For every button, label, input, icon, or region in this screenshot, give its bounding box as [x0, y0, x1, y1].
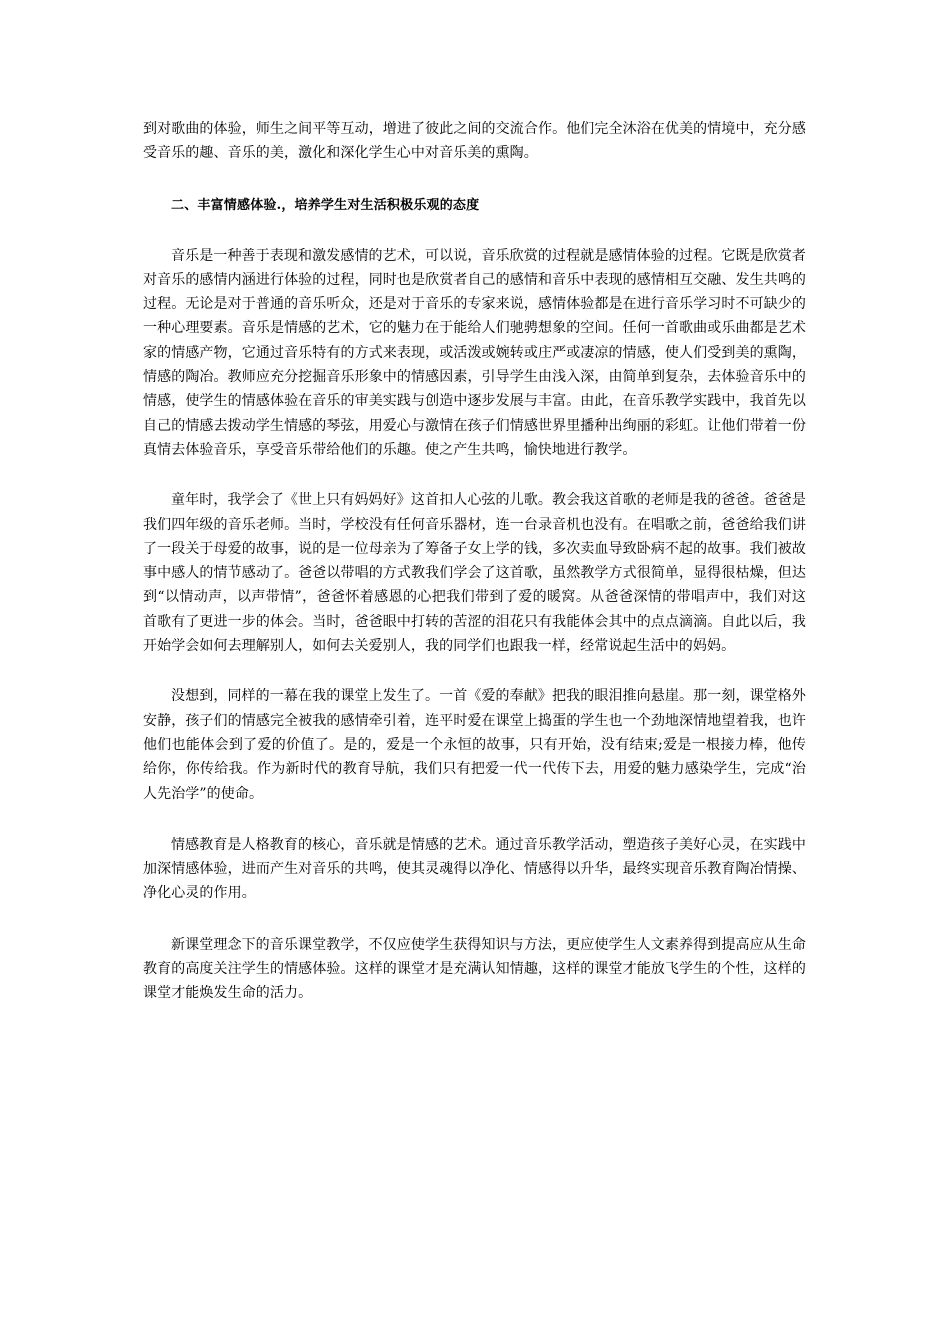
document-page — [143, 117, 806, 1006]
body-paragraph-childhood: 童年时，我学会了《世上只有妈妈好》这首扣人心弦的儿歌。教会我这首歌的老师是我的爸爸。爸爸是我们四年级的音乐老师。当时，学校没有任何音乐器材，连一台录音机也没有。在唱歌之前，爸爸给我们讲了一段关于母爱的故事，说的是一位母亲为了筹备子女上学的钱，多次卖血导致卧病不起的故事。我们被故事中感人的情节感动了。爸爸以带唱的方式教我们学会了这首歌，虽然教学方式很简单，显得很枯燥，但达到“以情动声，以声带情”，爸爸怀着感恩的心把我们带到了爱的暖窝。从爸爸深情的带唱声中，我们对这首歌有了更进一步的体会。当时，爸爸眼中打转的苦涩的泪花只有我能体会其中的点点滴滴。自此以后，我开始学会如何去理解别人，如何去关爱别人，我的同学们也跟我一样，经常说起生活中的妈妈。 — [143, 492, 806, 655]
body-paragraph-conclusion: 新课堂理念下的音乐课堂教学，不仅应使学生获得知识与方法，更应使学生人文素养得到提高应从生命教育的高度关注学生的情感体验。这样的课堂才是充满认知情趣，这样的课堂才能放飞学生的个性，这样的课堂才能焕发生命的活力。 — [143, 936, 806, 1002]
section-heading: 二、丰富情感体验.，培养学生对生活积极乐观的态度 — [171, 197, 480, 213]
paragraph-spacer — [143, 658, 806, 684]
intro-paragraph: 到对歌曲的体验，师生之间平等互动，增进了彼此之间的交流合作。他们完全沐浴在优美的情境中，充分感受音乐的趣、音乐的美，激化和深化学生心中对音乐美的熏陶。 — [143, 121, 806, 162]
paragraph-spacer — [143, 218, 806, 244]
paragraph-spacer — [143, 906, 806, 933]
paragraph-spacer — [143, 166, 806, 194]
body-paragraph-music-emotion: 音乐是一种善于表现和激发感情的艺术，可以说，音乐欣赏的过程就是感情体验的过程。它既是欣赏者对音乐的感情内涵进行体验的过程，同时也是欣赏者自己的感情和音乐中表现的感情相互交融、发生共鸣的过程。无论是对于普通的音乐听众，还是对于音乐的专家来说，感情体验都是在进行音乐学习时不可缺少的一种心理要素。音乐是情感的艺术，它的魅力在于能给人们驰骋想象的空间。任何一首歌曲或乐曲都是艺术家的情感产物，它通过音乐特有的方式来表现，或活泼或婉转或庄严或凄凉的情感，使人们受到美的熏陶，情感的陶冶。教师应充分挖掘音乐形象中的情感因素，引导学生由浅入深，由简单到复杂，去体验音乐中的情感，使学生的情感体验在音乐的审美实践与创造中逐步发展与丰富。由此，在音乐教学实践中，我首先以自己的情感去拨动学生情感的琴弦，用爱心与激情在孩子们情感世界里播种出绚丽的彩虹。让他们带着一份真情去体验音乐，享受音乐带给他们的乐趣。使之产生共鸣，愉快地进行教学。 — [143, 247, 806, 458]
paragraph-spacer — [143, 462, 806, 488]
body-paragraph-classroom: 没想到，同样的一幕在我的课堂上发生了。一首《爱的奉献》把我的眼泪推向悬崖。那一刻，课堂格外安静，孩子们的情感完全被我的感情牵引着，连平时爱在课堂上捣蛋的学生也一个劲地深情地望着我，也许他们也能体会到了爱的价值了。是的，爱是一个永恒的故事，只有开始，没有结束;爱是一根接力棒，他传给你，你传给我。作为新时代的教育导航，我们只有把爱一代一代传下去，用爱的魅力感染学生，完成“治人先治学”的使命。 — [143, 688, 806, 802]
body-paragraph-emotion-education: 情感教育是人格教育的核心，音乐就是情感的艺术。通过音乐教学活动，塑造孩子美好心灵，在实践中加深情感体验，进而产生对音乐的共鸣，使其灵魂得以净化、情感得以升华，最终实现音乐教育陶冶情操、净化心灵的作用。 — [143, 836, 806, 902]
paragraph-spacer — [143, 806, 806, 833]
